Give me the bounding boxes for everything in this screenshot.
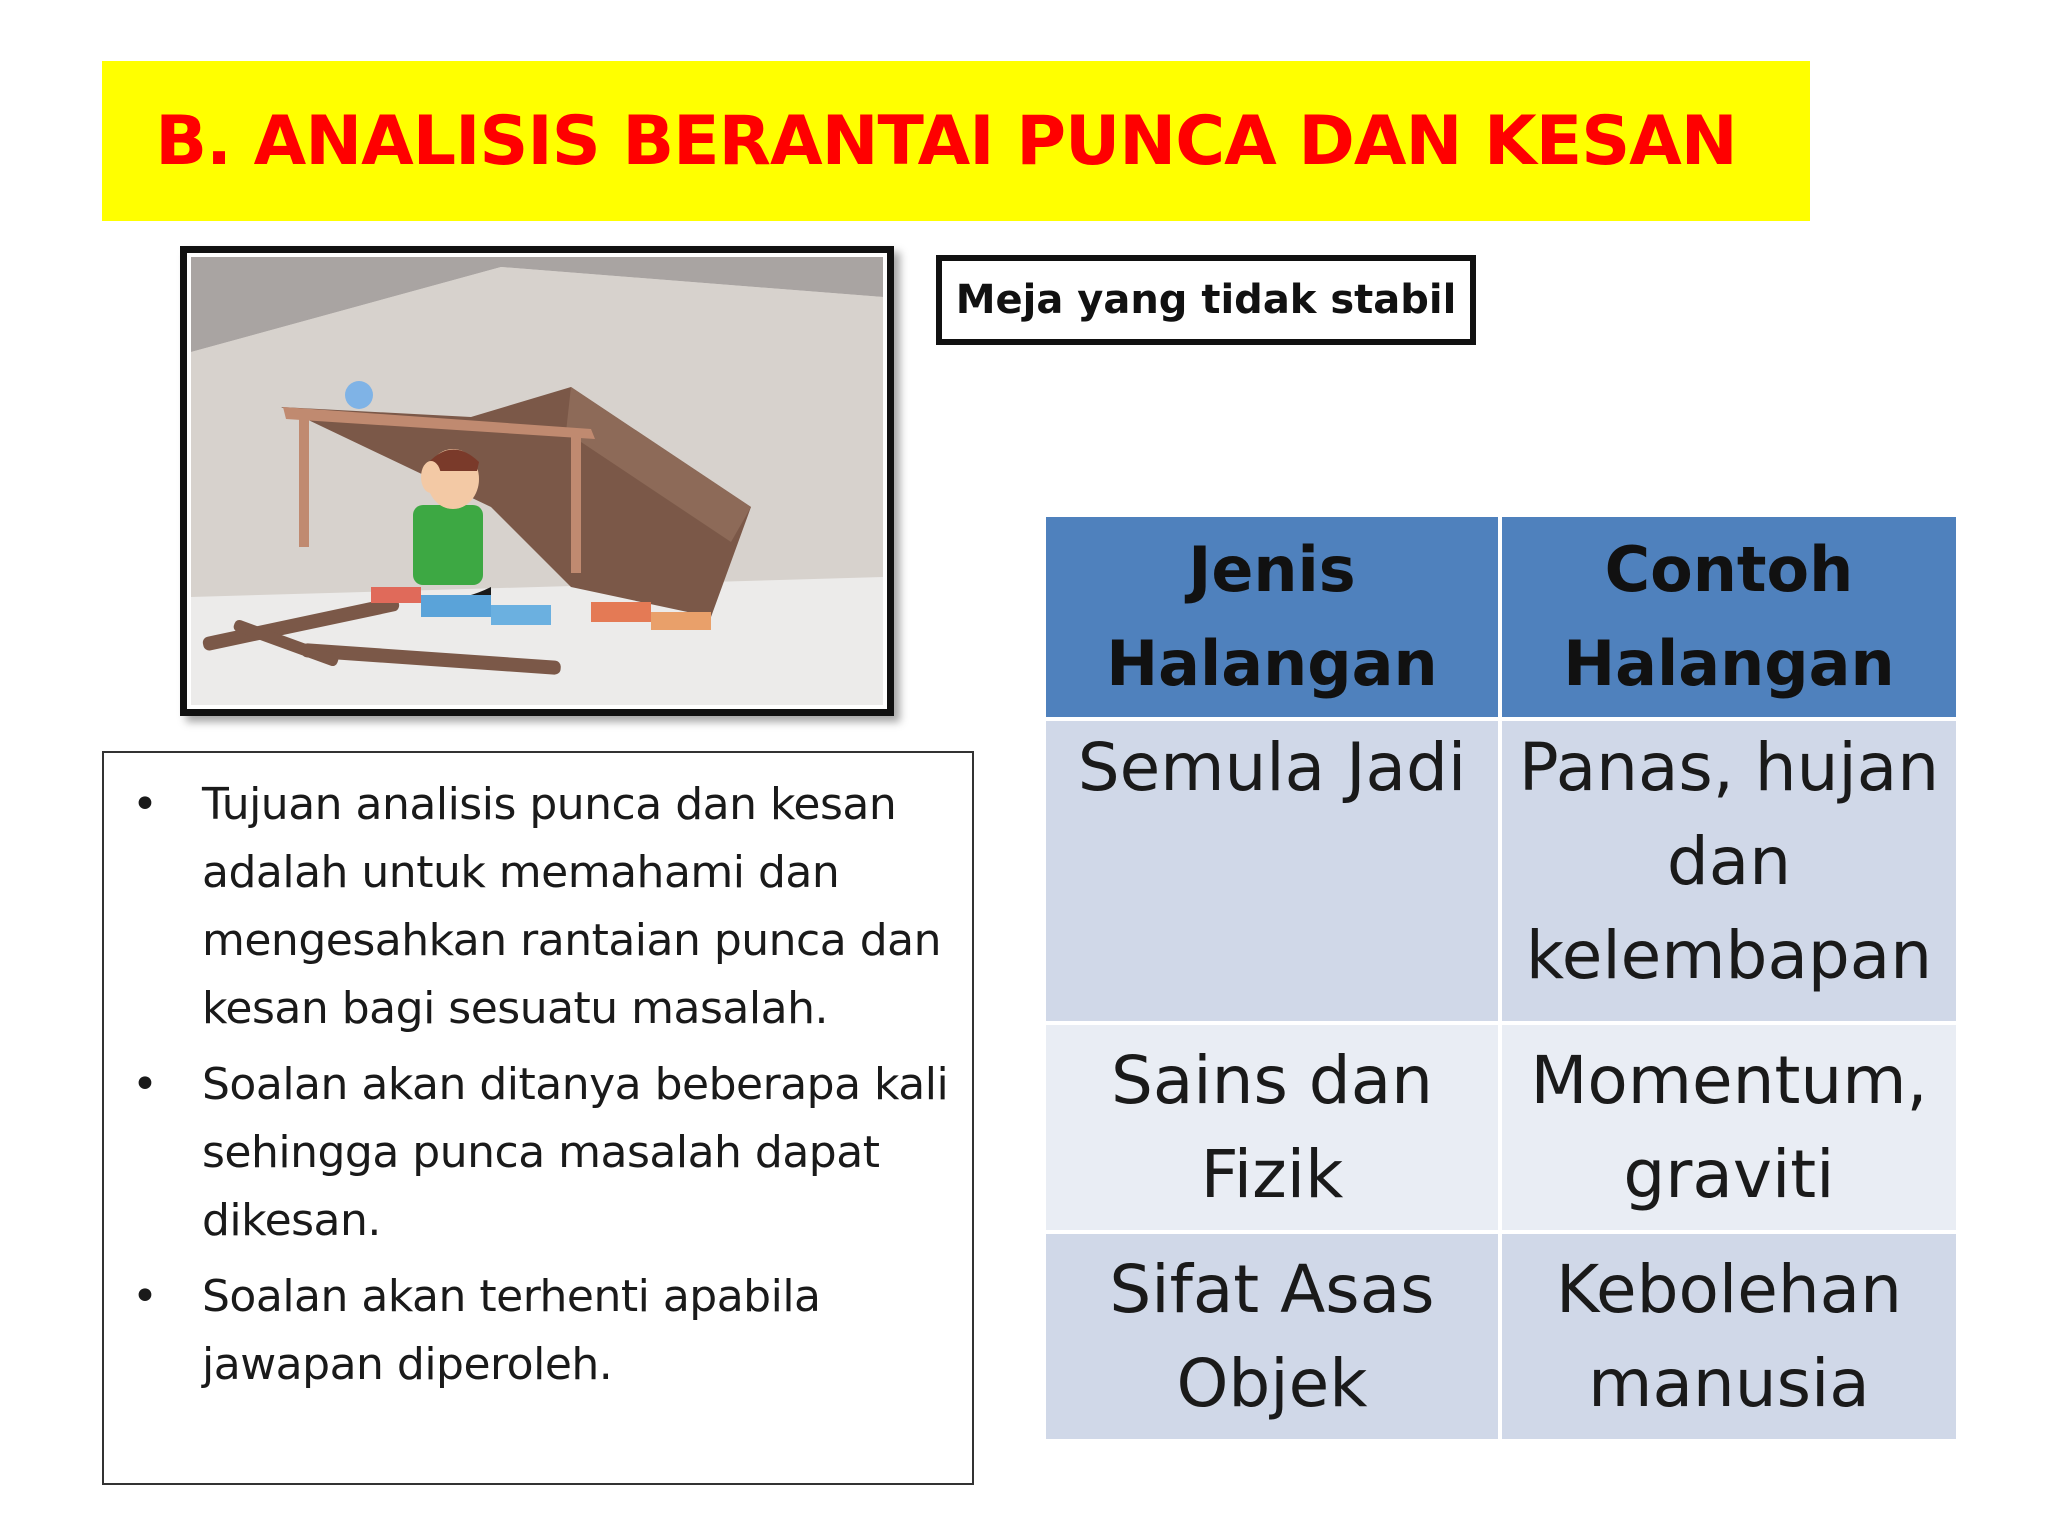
table-cell: Semula Jadi [1046, 721, 1498, 1021]
table-header-cell: Contoh Halangan [1502, 517, 1956, 717]
table-row [1046, 1234, 1956, 1439]
table-cell: Sifat Asas Objek [1046, 1234, 1498, 1439]
slide-title: B. ANALISIS BERANTAI PUNCA DAN KESAN [155, 101, 1737, 181]
bullet-text: Tujuan analisis punca dan kesan adalah untuk memahami dan mengesahkan rantaian punca dan kesan bagi sesuatu masalah. [202, 779, 941, 1034]
bullet-item [124, 771, 952, 1043]
bullet-item [124, 1263, 952, 1399]
table-cell: Momentum, graviti [1502, 1025, 1956, 1230]
bullet-list-box [102, 751, 974, 1485]
table-header-cell: Jenis Halangan [1046, 517, 1498, 717]
collapsed-table-illustration [180, 246, 894, 716]
table-row [1046, 721, 1956, 1021]
caption-text: Meja yang tidak stabil [955, 277, 1457, 323]
bullet-list [124, 771, 952, 1399]
caption-box [936, 255, 1476, 345]
bullet-text: Soalan akan ditanya beberapa kali sehingga punca masalah dapat dikesan. [202, 1059, 949, 1246]
bullet-dot: • [132, 779, 158, 830]
obstacle-types-table [1042, 513, 1960, 1443]
bullet-dot: • [132, 1271, 158, 1322]
bullet-item [124, 1051, 952, 1255]
title-banner [102, 61, 1810, 221]
table-cell: Kebolehan manusia [1502, 1234, 1956, 1439]
collapsed-table-boy-illustration [191, 257, 883, 705]
table-header-row [1046, 517, 1956, 717]
bullet-text: Soalan akan terhenti apabila jawapan diperoleh. [202, 1271, 821, 1390]
table-row [1046, 1025, 1956, 1230]
table-cell: Sains dan Fizik [1046, 1025, 1498, 1230]
bullet-dot: • [132, 1059, 158, 1110]
table-cell: Panas, hujan dan kelembapan [1502, 721, 1956, 1021]
